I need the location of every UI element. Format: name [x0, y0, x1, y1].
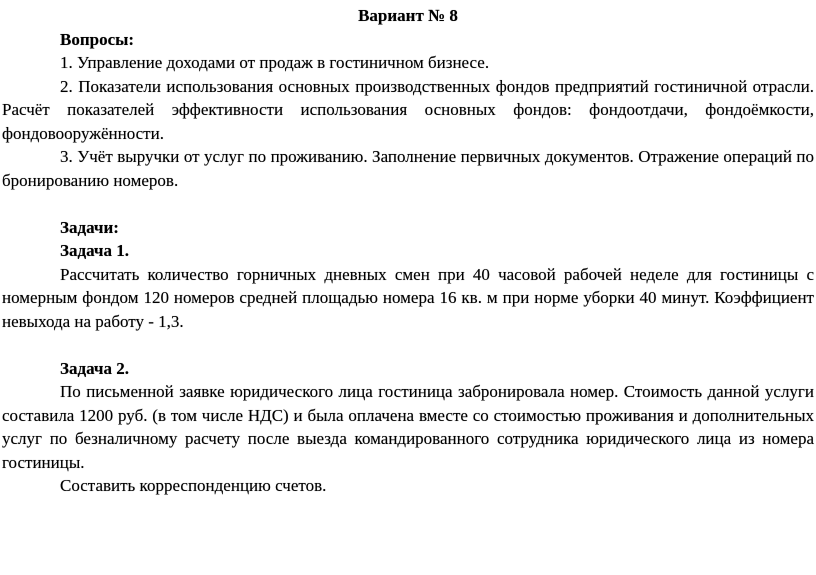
task-1-heading: Задача 1. — [60, 241, 129, 260]
questions-heading: Вопросы: — [60, 29, 135, 49]
section-spacer — [2, 192, 814, 216]
tasks-heading: Задачи: — [60, 217, 119, 237]
question-item-2: 2. Показатели использования основных производственных фондов предприятий гостиничной отрасли. Расчёт показателей эффективности использования основных фондов: фондоотдачи, фондоёмкости, фондовооружённости. — [2, 76, 814, 143]
section-spacer — [2, 333, 814, 357]
document-title: Вариант № 8 — [358, 6, 458, 25]
question-item-3: 3. Учёт выручки от услуг по проживанию. Заполнение первичных документов. Отражение операций по бронированию номеров. — [2, 147, 814, 190]
task-2-heading: Задача 2. — [60, 358, 129, 378]
task-1-text: Рассчитать количество горничных дневных смен при 40 часовой рабочей неделе для гостиницы с номерным фондом 120 номеров средней площадью номера 16 кв. м при норме уборки 40 минут. Коэффициент невыхода на работу - 1,3. — [2, 264, 814, 331]
task-2-text: По письменной заявке юридического лица гостиница забронировала номер. Стоимость данной услуги составила 1200 руб. (в том числе НДС) и была оплачена вместе со стоимостью проживания и дополнительных услуг по безналичному расчету после выезда командированного сотрудника юридического лица из номера гостиницы. — [2, 382, 814, 472]
question-item-1: 1. Управление доходами от продаж в гостиничном бизнесе. — [60, 53, 490, 72]
task-2-instruction: Составить корреспонденцию счетов. — [60, 476, 327, 495]
